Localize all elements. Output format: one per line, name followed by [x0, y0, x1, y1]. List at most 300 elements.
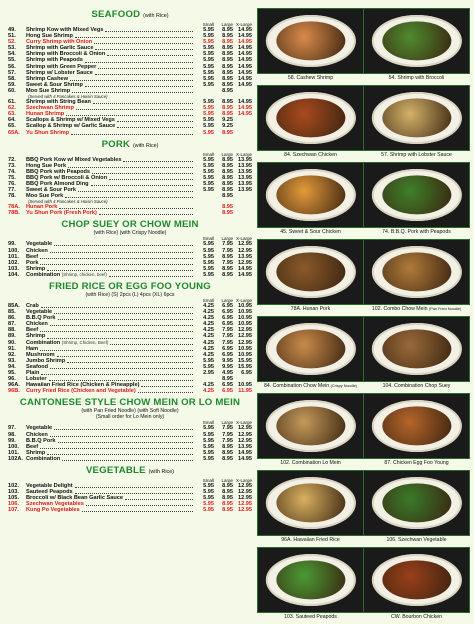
dot-leader [57, 353, 193, 357]
item-detail: (Shrimp, Chicken, Beef) [61, 339, 109, 345]
price-xlarge: 14.95 [238, 75, 252, 82]
price-large: 8.95 [222, 376, 233, 383]
price-large: 8.95 [222, 180, 233, 187]
dish-photo [258, 394, 363, 466]
section-title-pork [8, 139, 252, 152]
item-number: 97. [8, 425, 16, 432]
section-subtitle: (with Rice) [143, 13, 169, 19]
item-number: 65. [8, 123, 16, 130]
price-small: 5.95 [203, 27, 214, 33]
dot-leader [41, 304, 193, 308]
chopsuey-list [8, 241, 252, 278]
price-small: 5.95 [203, 39, 214, 46]
dot-leader [68, 164, 193, 168]
size-xlarge-label: X-Large [235, 298, 252, 303]
price-large: 8.95 [222, 193, 233, 200]
dot-leader [40, 347, 193, 351]
price-small: 4.25 [203, 339, 214, 346]
item-number: 92. [8, 351, 16, 358]
item-name: BBQ Pork Almond Ding [26, 180, 89, 187]
item-name: Shrimp with String Bean [26, 99, 91, 106]
price-small: 5.95 [203, 51, 214, 58]
item-name: Sweet & Sour Pork [26, 187, 77, 194]
price-small: 5.95 [203, 259, 214, 266]
price-large: 8.95 [222, 449, 233, 456]
price-large: 8.95 [222, 271, 233, 278]
item-number: 88. [8, 327, 16, 334]
price-large: 7.95 [222, 333, 233, 340]
price-small: 5.95 [203, 501, 214, 508]
dish-photo [258, 86, 363, 158]
dot-leader [54, 242, 193, 246]
item-name: Shrimp [26, 333, 46, 340]
price-large: 8.95 [222, 168, 233, 175]
item-number: 54. [8, 51, 16, 58]
price-xlarge: 12.95 [238, 482, 252, 489]
item-name: Curry Fried Rice (Chicken and Vegetable) [26, 388, 136, 395]
dot-leader [95, 46, 193, 50]
item-number: 55. [8, 57, 16, 64]
dot-leader [107, 52, 193, 56]
price-large: 8.95 [222, 162, 233, 169]
seafood-section [8, 9, 252, 136]
dot-leader [93, 100, 193, 104]
dot-leader [40, 328, 193, 332]
section-title-text: PORK [101, 138, 131, 150]
price-large: 8.95 [222, 99, 233, 106]
item-number: 99. [8, 437, 16, 444]
price-xlarge: 14.95 [238, 271, 252, 278]
price-small: 5.95 [203, 69, 214, 76]
vegetable-section [8, 465, 252, 513]
price-small: 5.95 [203, 174, 214, 181]
dot-leader [91, 182, 193, 186]
price-large: 8.95 [222, 111, 233, 118]
dish-photo [363, 548, 469, 620]
price-small: 5.95 [203, 363, 214, 370]
price-large: 7.95 [222, 339, 233, 346]
item-name: Scallop & Shrimp w/ Garlic Sauce [26, 123, 116, 130]
dish-caption: 57. Shrimp with Lobster Sauce [381, 151, 452, 158]
dot-leader [59, 205, 193, 209]
section-title-chopsuey [8, 219, 252, 230]
item-name: Shrimp with Green Pepper [26, 63, 97, 70]
item-name: Moo Sue Shrimp [26, 87, 71, 94]
dot-leader [40, 445, 193, 449]
price-large: 9.25 [222, 117, 233, 124]
item-number: 53. [8, 45, 16, 52]
section-title-friedrice [8, 281, 252, 292]
item-number: 101. [8, 253, 19, 260]
dot-leader [78, 188, 193, 192]
photo-row [257, 85, 470, 158]
item-name: Sauteed Peapods [26, 489, 73, 496]
price-large: 6.95 [222, 309, 233, 316]
dish-caption: 102. Combination Lo Mein [280, 459, 341, 466]
price-xlarge: 10.95 [238, 345, 252, 352]
section-title-text: VEGETABLE [85, 464, 146, 476]
dot-leader [58, 316, 193, 320]
price-xlarge: 13.95 [238, 180, 252, 187]
item-number: 52. [8, 39, 16, 46]
price-large: 6.95 [222, 345, 233, 352]
dot-leader [117, 118, 193, 122]
dot-leader [71, 131, 193, 135]
pork-list [8, 157, 252, 217]
price-large: 9.95 [222, 363, 233, 370]
dot-leader [49, 377, 193, 381]
size-large-label: Large [221, 298, 233, 303]
item-number: 100. [8, 443, 19, 450]
item-name: B.B.Q Pork [26, 315, 56, 322]
item-number: 96A. [8, 382, 20, 389]
photo-row [257, 162, 470, 235]
menu-item-row [8, 507, 252, 513]
dot-leader [47, 335, 193, 339]
item-number: 57. [8, 69, 16, 76]
cantonese-section [8, 397, 252, 462]
price-large: 8.95 [222, 495, 233, 502]
item-name: Pork [26, 259, 39, 266]
price-small: 5.95 [203, 57, 214, 64]
dish-caption: 102. Combo Chow Mein (Pan Fried Noodle) [371, 305, 462, 312]
section-subtitle: (with Rice) (S) 2pcs (L) 4pcs (XL) 6pcs [85, 292, 175, 298]
section-title-text: CANTONESE STYLE CHOW MEIN OR LO MEIN [19, 397, 241, 409]
price-xlarge: 14.95 [238, 33, 252, 40]
price-small: 4.25 [203, 333, 214, 340]
price-xlarge: 14.95 [238, 265, 252, 272]
dot-leader [82, 508, 193, 512]
size-small-label: Small [202, 420, 214, 426]
price-large: 8.95 [222, 210, 233, 217]
dot-leader [47, 451, 193, 455]
menu-item-row [8, 272, 252, 278]
price-large: 7.95 [222, 247, 233, 254]
dot-leader [98, 65, 193, 69]
price-large: 6.95 [222, 303, 233, 309]
cantonese-list [8, 425, 252, 462]
price-large: 8.95 [222, 501, 233, 508]
price-xlarge: 10.95 [238, 321, 252, 328]
dish-caption: 87. Chicken Egg Foo Young [384, 459, 449, 466]
item-name: Shrimp [26, 449, 46, 456]
item-number: 75. [8, 174, 16, 181]
item-number: 87. [8, 321, 16, 328]
item-name: Sweet & Sour Shrimp [26, 81, 83, 88]
dot-leader [109, 273, 193, 277]
section-title-text: FRIED RICE OR EGG FOO YOUNG [49, 281, 211, 292]
price-xlarge: 10.95 [238, 303, 252, 309]
size-large-label: Large [221, 477, 233, 483]
dish-caption: 78A. Hunan Pork [290, 305, 331, 312]
size-xlarge-label: X-Large [235, 477, 252, 483]
item-name: Vegetable [26, 241, 53, 248]
item-number: 98. [8, 431, 16, 438]
item-name: Vegetable [26, 425, 53, 432]
pork-section [8, 139, 252, 217]
item-number: 78. [8, 193, 16, 200]
size-large-label: Large [221, 151, 233, 157]
price-small: 4.25 [203, 345, 214, 352]
dot-leader [109, 176, 193, 180]
item-number: 58. [8, 75, 16, 82]
dot-leader [99, 211, 193, 215]
item-number: 89. [8, 333, 16, 340]
dot-leader [125, 496, 193, 500]
price-small: 5.95 [203, 449, 214, 456]
price-large: 4.95 [222, 370, 233, 377]
item-name: Moo Sue Pork [26, 193, 64, 200]
price-xlarge: 12.95 [238, 259, 252, 266]
price-large: 8.95 [222, 27, 233, 33]
item-name: Beef [26, 327, 39, 334]
price-large: 8.95 [222, 482, 233, 489]
price-small: 5.95 [203, 180, 214, 187]
price-small: 5.95 [203, 247, 214, 254]
item-number: 76. [8, 180, 16, 187]
price-large: 8.95 [222, 75, 233, 82]
item-number: 102. [8, 259, 19, 266]
section-subtitle-2: (Small order for Lo Mein only) [95, 414, 165, 421]
item-name: Crab [26, 303, 39, 309]
price-large: 8.95 [222, 51, 233, 58]
price-xlarge: 14.95 [238, 81, 252, 88]
dish-caption: 58. Cashew Shrimp [287, 74, 334, 81]
dish-caption: 103. Sauteed Peapods [284, 613, 337, 620]
price-small: 4.25 [203, 309, 214, 316]
price-small: 4.25 [203, 382, 214, 389]
price-small: 5.95 [203, 455, 214, 462]
dot-leader [85, 59, 193, 63]
item-number: 63. [8, 111, 16, 118]
dish-caption: 45. Sweet & Sour Chicken [280, 228, 341, 235]
dot-leader [75, 34, 193, 38]
item-number: 91. [8, 345, 16, 352]
price-xlarge: 12.95 [238, 333, 252, 340]
item-name: Szechwan Vegetables [26, 501, 84, 508]
dish-photo [363, 471, 469, 543]
price-xlarge: 14.95 [238, 455, 252, 462]
price-xlarge: 12.95 [238, 241, 252, 248]
item-name: Yu Shun Pork (Fresh Pork) [26, 210, 97, 217]
price-large: 7.95 [222, 431, 233, 438]
size-small-label: Small [202, 22, 214, 27]
item-number: 102A. [8, 455, 23, 462]
price-xlarge: 14.95 [238, 51, 252, 58]
dish-photo [258, 548, 363, 620]
price-xlarge: 12.95 [238, 495, 252, 502]
price-xlarge: 10.95 [238, 382, 252, 389]
price-small: 5.95 [203, 117, 214, 124]
menu-item-row [8, 456, 252, 462]
size-large-label: Large [221, 236, 233, 242]
price-large: 8.95 [222, 443, 233, 450]
dish-caption-note: (Pan Fried Noodle) [429, 306, 462, 311]
dish-caption: 104. Combination Chop Suey [382, 382, 451, 389]
price-xlarge: 10.95 [238, 315, 252, 322]
item-name: Ham [26, 345, 39, 352]
item-number: 95. [8, 370, 16, 377]
section-subtitle: (with Rice) [148, 468, 175, 475]
item-name: BBQ Pork with Peapods [26, 168, 91, 175]
size-small-label: Small [202, 477, 214, 483]
price-large: 7.95 [222, 327, 233, 334]
size-small-label: Small [202, 298, 214, 303]
item-name: Combination (Shrimp, Chicken, Beef) [26, 339, 109, 346]
item-name: Hong Sue Shrimp [26, 33, 73, 40]
item-name: Lobster [26, 376, 47, 383]
item-name: Vegetable Delight [26, 482, 73, 489]
dot-leader [54, 426, 193, 430]
item-note: (Served with 4 Pancakes & Hoisin Sauce) [28, 199, 108, 205]
item-number: 73. [8, 162, 16, 169]
price-large: 6.95 [222, 388, 233, 395]
dot-leader [50, 365, 193, 369]
item-number: 90. [8, 339, 16, 346]
item-number: 85. [8, 309, 16, 316]
item-name: Mushroom [26, 351, 55, 358]
price-xlarge: 14.95 [238, 27, 252, 33]
price-small: 5.95 [203, 123, 214, 130]
item-name: Broccoli w/ Black Bean Garlic Sauce [26, 495, 124, 502]
item-number: 102. [8, 482, 19, 489]
price-small: 5.95 [203, 265, 214, 272]
price-small: 5.95 [203, 495, 214, 502]
item-name: Beef [26, 443, 39, 450]
dish-caption-note: (Crispy Noodle) [330, 383, 357, 388]
size-small-label: Small [202, 151, 214, 157]
section-subtitle: (with Pan Fried Noodle) (with Soft Noodle) [81, 408, 179, 415]
price-small: 5.95 [203, 482, 214, 489]
dish-photo [258, 317, 363, 389]
item-number: 103. [8, 265, 19, 272]
menu-item-row [8, 388, 252, 394]
dish-photo [258, 240, 363, 312]
price-large: 8.95 [222, 39, 233, 46]
dot-leader [40, 261, 193, 265]
section-title-seafood [8, 9, 252, 22]
price-xlarge: 12.95 [238, 507, 252, 514]
price-large: 7.95 [222, 241, 233, 248]
item-number: 96B. [8, 388, 20, 395]
price-large: 8.95 [222, 81, 233, 88]
item-number: 93. [8, 357, 16, 364]
price-small: 5.95 [203, 357, 214, 364]
price-large: 8.95 [222, 57, 233, 64]
price-large: 8.95 [222, 489, 233, 496]
item-number: 51. [8, 33, 16, 40]
price-xlarge: 15.95 [238, 357, 252, 364]
price-small: 5.95 [203, 241, 214, 248]
dot-leader [67, 359, 193, 363]
item-name: Chicken [26, 247, 48, 254]
item-number: 107. [8, 507, 19, 514]
price-small: 5.95 [203, 99, 214, 106]
size-xlarge-label: X-Large [235, 236, 252, 242]
price-large: 6.95 [222, 382, 233, 389]
item-name: Hong Sue Pork [26, 162, 67, 169]
menu-column [8, 6, 252, 513]
price-large: 8.95 [222, 69, 233, 76]
item-number: 72. [8, 156, 16, 163]
section-subtitle: (with Rice) [132, 142, 159, 149]
item-name: Scallops & Shrimp w/ Mixed Vegs [26, 117, 115, 124]
dish-photo [363, 86, 469, 158]
item-number: 65A. [8, 129, 20, 136]
price-small: 5.95 [203, 45, 214, 52]
price-xlarge: 12.95 [238, 247, 252, 254]
dot-leader [110, 341, 193, 345]
price-small: 5.95 [203, 168, 214, 175]
dot-leader [138, 389, 193, 393]
menu-item-row [8, 210, 252, 216]
photo-row [257, 8, 470, 81]
photo-row [257, 316, 470, 389]
price-xlarge: 11.95 [238, 388, 252, 395]
dot-leader [86, 502, 193, 506]
price-small: 5.95 [203, 75, 214, 82]
price-large: 8.95 [222, 129, 233, 136]
size-xlarge-label: X-Large [235, 22, 252, 27]
price-small: 5.95 [203, 156, 214, 163]
size-xlarge-label: X-Large [235, 151, 252, 157]
dish-caption: 96A. Hawaiian Fried Rice [281, 536, 340, 543]
price-xlarge: 13.95 [238, 253, 252, 260]
section-subtitle: (with Rice) (with Crispy Noodle) [93, 230, 167, 237]
item-name: Vegetable [26, 309, 53, 316]
price-xlarge: 12.95 [238, 437, 252, 444]
price-xlarge: 12.95 [238, 501, 252, 508]
item-name: Seafood [26, 363, 49, 370]
price-xlarge: 14.95 [238, 99, 252, 106]
friedrice-section [8, 281, 252, 394]
item-name: Shrimp [26, 265, 46, 272]
item-number: 64. [8, 117, 16, 124]
price-xlarge: 14.95 [238, 105, 252, 112]
section-title-text: SEAFOOD [91, 9, 141, 20]
price-large: 8.95 [222, 87, 233, 94]
price-large: 7.95 [222, 425, 233, 432]
dot-leader [41, 371, 193, 375]
item-name: Curry Shrimp with Onion [26, 39, 93, 46]
price-small: 2.95 [203, 370, 214, 377]
item-number: 99. [8, 241, 16, 248]
dot-leader [117, 124, 193, 128]
price-large: 9.25 [222, 123, 233, 130]
item-number: 61. [8, 99, 16, 106]
item-name: Chicken [26, 321, 48, 328]
dot-leader [66, 112, 193, 116]
friedrice-list [8, 303, 252, 394]
item-name: Shrimp with Peapods [26, 57, 83, 64]
item-name: Combination (Shrimp, chicken, beef) [26, 271, 107, 278]
item-number: 106. [8, 501, 19, 508]
price-small: 4.25 [203, 303, 214, 309]
price-small: 5.95 [203, 431, 214, 438]
price-small: 4.25 [203, 388, 214, 395]
item-name: Plain [26, 370, 40, 377]
item-number: 56. [8, 63, 16, 70]
price-xlarge: 10.95 [238, 309, 252, 316]
item-number: 85A. [8, 303, 20, 309]
dot-leader [54, 310, 193, 314]
item-name: Shrimp with Broccoli & Onion [26, 51, 106, 58]
price-small: 4.25 [203, 351, 214, 358]
price-xlarge: 12.95 [238, 339, 252, 346]
dot-leader [92, 170, 193, 174]
item-detail: (Shrimp, chicken, beef) [61, 271, 107, 277]
price-xlarge: 13.95 [238, 187, 252, 194]
